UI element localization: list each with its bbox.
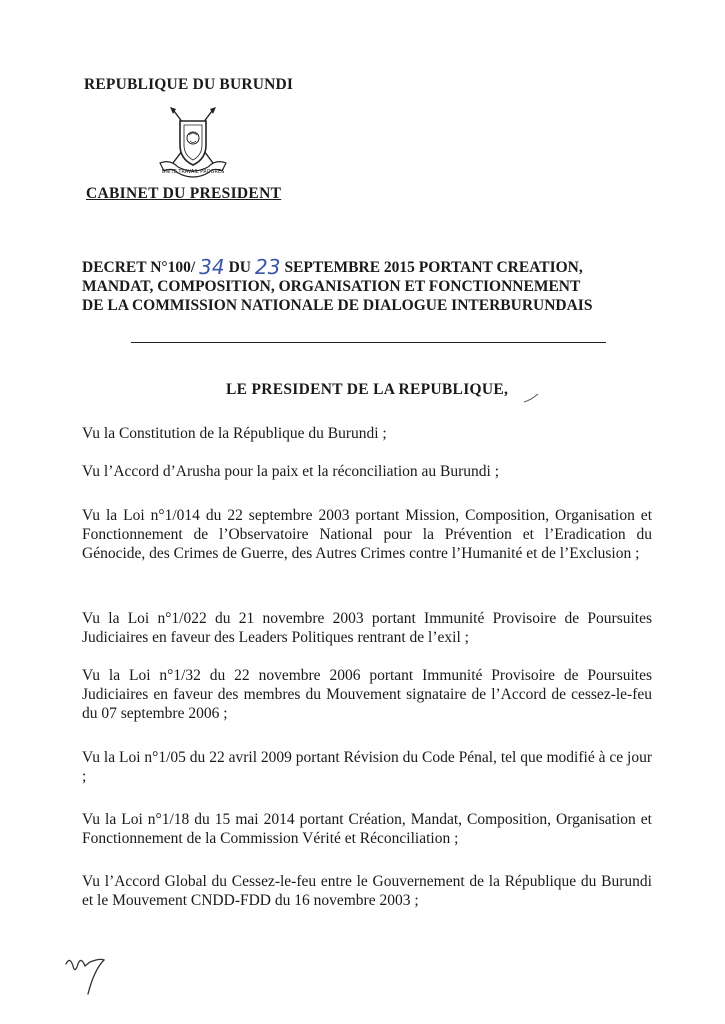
paragraph-law-1-32: Vu la Loi n°1/32 du 22 novembre 2006 portant Immunité Provisoire de Poursuites Judiciaires en faveur des membres du Mouvement signataire de l’Accord de cessez-le-feu du 07 septembre 2006 ; [82,667,652,722]
president-heading: LE PRESIDENT DE LA REPUBLIQUE, [226,381,509,398]
decree-title-line-3: DE LA COMMISSION NATIONALE DE DIALOGUE INTERBURUNDAIS [82,297,593,314]
handwritten-tick-mark [523,392,539,404]
coat-of-arms-emblem [150,105,236,185]
decree-title [82,255,672,315]
decree-title-line-2: MANDAT, COMPOSITION, ORGANISATION ET FONCTIONNEMENT [82,278,581,295]
decree-title-rest: SEPTEMBRE 2015 PORTANT CREATION, [284,259,583,276]
handwritten-day: 23 [254,255,281,279]
paragraph-law-1-18: Vu la Loi n°1/18 du 15 mai 2014 portant Création, Mandat, Composition, Organisation et Fonctionnement de la Commission Vérité et Réconciliation ; [82,811,652,847]
handwritten-initials [60,948,110,998]
paragraph-law-1-05: Vu la Loi n°1/05 du 22 avril 2009 portant Révision du Code Pénal, tel que modifié à ce jour ; [82,749,652,785]
cabinet-heading: CABINET DU PRESIDENT [86,185,282,202]
paragraph-law-1-022: Vu la Loi n°1/022 du 21 novembre 2003 portant Immunité Provisoire de Poursuites Judiciaires en faveur des Leaders Politiques rentrant de l’exil ; [82,610,652,646]
decree-title-line-1 [82,255,672,279]
svg-text:UNITE TRAVAIL PROGRES: UNITE TRAVAIL PROGRES [161,169,225,175]
handwritten-decree-number: 34 [199,255,225,279]
paragraph-arusha-accord: Vu l’Accord d’Arusha pour la paix et la réconciliation au Burundi ; [82,463,500,480]
title-divider [131,342,606,343]
decree-du-label: DU [228,259,251,276]
paragraph-law-1-014: Vu la Loi n°1/014 du 22 septembre 2003 portant Mission, Composition, Organisation et Fonctionnement de l’Observatoire National pour la Prévention et l’Eradication du Génocide, des Crimes de Guerre, des Autres Crimes contre l’Humanité et de l’Exclusion ; [82,507,652,562]
republic-heading: REPUBLIQUE DU BURUNDI [84,76,294,93]
paragraph-constitution: Vu la Constitution de la République du Burundi ; [82,425,387,442]
decree-number-prefix: DECRET N°100/ [82,259,196,276]
paragraph-ceasefire-accord: Vu l’Accord Global du Cessez-le-feu entre le Gouvernement de la République du Burundi et le Mouvement CNDD-FDD du 16 novembre 2003 ; [82,873,652,909]
